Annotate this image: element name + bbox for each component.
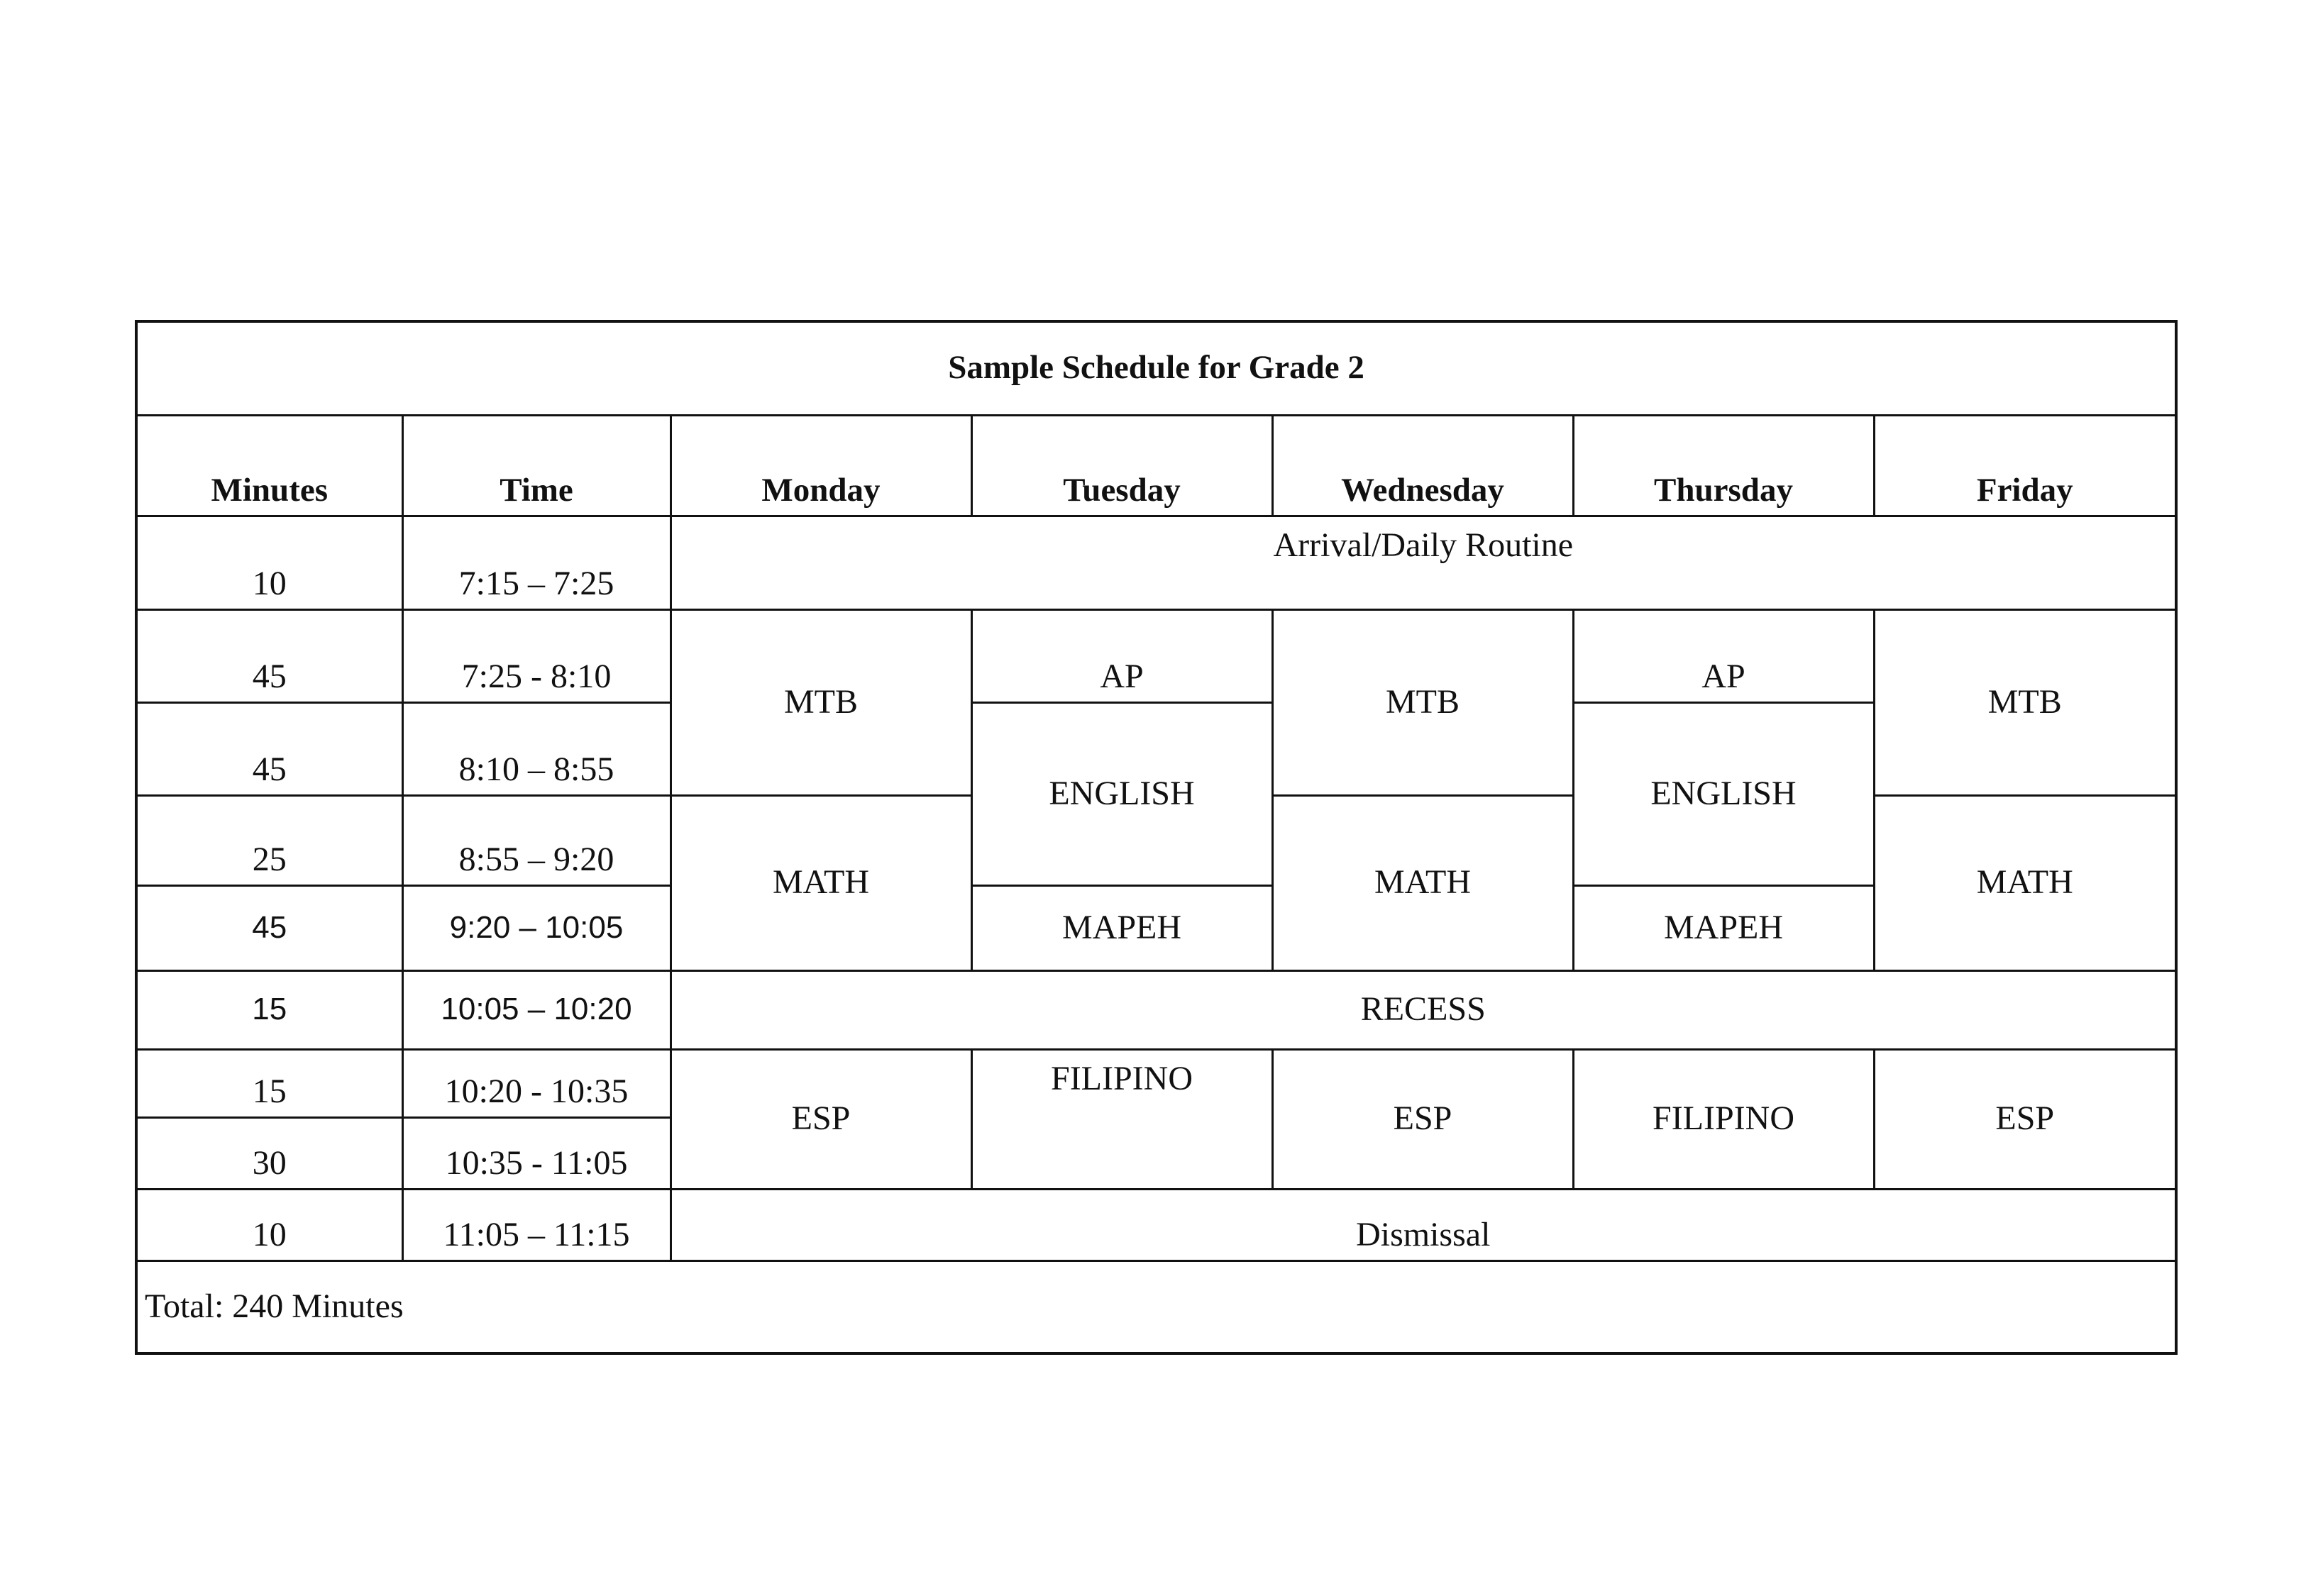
friday-esp-cell: ESP <box>1874 1049 2176 1189</box>
schedule-sheet <box>135 320 2175 1354</box>
total-row <box>136 1260 2176 1353</box>
header-monday: Monday <box>671 415 971 516</box>
monday-mtb-cell: MTB <box>671 609 971 795</box>
minutes-cell: 30 <box>136 1117 402 1189</box>
header-time: Time <box>402 415 671 516</box>
dismissal-cell: Dismissal <box>671 1189 2176 1260</box>
tuesday-mapeh-cell: MAPEH <box>971 885 1272 970</box>
minutes-cell: 45 <box>136 885 402 970</box>
table-row <box>136 516 2176 609</box>
header-row <box>136 415 2176 516</box>
tuesday-ap-cell: AP <box>971 609 1272 702</box>
tuesday-filipino-cell: FILIPINO <box>971 1049 1272 1189</box>
time-cell: 7:25 - 8:10 <box>402 609 671 702</box>
time-cell: 10:20 - 10:35 <box>402 1049 671 1117</box>
table-row <box>136 702 2176 795</box>
recess-cell: RECESS <box>671 970 2176 1049</box>
table-row <box>136 1049 2176 1117</box>
monday-esp-cell: ESP <box>671 1049 971 1189</box>
table-row <box>136 970 2176 1049</box>
header-thursday: Thursday <box>1573 415 1874 516</box>
minutes-cell: 45 <box>136 702 402 795</box>
minutes-cell: 15 <box>136 970 402 1049</box>
header-wednesday: Wednesday <box>1272 415 1573 516</box>
minutes-cell: 25 <box>136 795 402 885</box>
time-cell: 9:20 – 10:05 <box>402 885 671 970</box>
wednesday-mtb-cell: MTB <box>1272 609 1573 795</box>
wednesday-esp-cell: ESP <box>1272 1049 1573 1189</box>
minutes-cell: 15 <box>136 1049 402 1117</box>
header-minutes: Minutes <box>136 415 402 516</box>
total-minutes: Total: 240 Minutes <box>136 1260 2176 1353</box>
header-tuesday: Tuesday <box>971 415 1272 516</box>
arrival-cell: Arrival/Daily Routine <box>671 516 2176 609</box>
table-row <box>136 1189 2176 1260</box>
time-cell: 8:55 – 9:20 <box>402 795 671 885</box>
table-row <box>136 609 2176 702</box>
time-cell: 10:05 – 10:20 <box>402 970 671 1049</box>
header-friday: Friday <box>1874 415 2176 516</box>
thursday-ap-cell: AP <box>1573 609 1874 702</box>
time-cell: 10:35 - 11:05 <box>402 1117 671 1189</box>
minutes-cell: 10 <box>136 1189 402 1260</box>
schedule-table <box>135 320 2178 1355</box>
wednesday-math-cell: MATH <box>1272 795 1573 970</box>
tuesday-english-cell: ENGLISH <box>971 702 1272 885</box>
schedule-title: Sample Schedule for Grade 2 <box>136 321 2176 415</box>
time-cell: 11:05 – 11:15 <box>402 1189 671 1260</box>
thursday-filipino-cell: FILIPINO <box>1573 1049 1874 1189</box>
minutes-cell: 10 <box>136 516 402 609</box>
friday-math-cell: MATH <box>1874 795 2176 970</box>
thursday-mapeh-cell: MAPEH <box>1573 885 1874 970</box>
minutes-cell: 45 <box>136 609 402 702</box>
time-cell: 7:15 – 7:25 <box>402 516 671 609</box>
table-row <box>136 885 2176 970</box>
monday-math-cell: MATH <box>671 795 971 970</box>
time-cell: 8:10 – 8:55 <box>402 702 671 795</box>
friday-mtb-cell: MTB <box>1874 609 2176 795</box>
thursday-english-cell: ENGLISH <box>1573 702 1874 885</box>
title-row <box>136 321 2176 415</box>
